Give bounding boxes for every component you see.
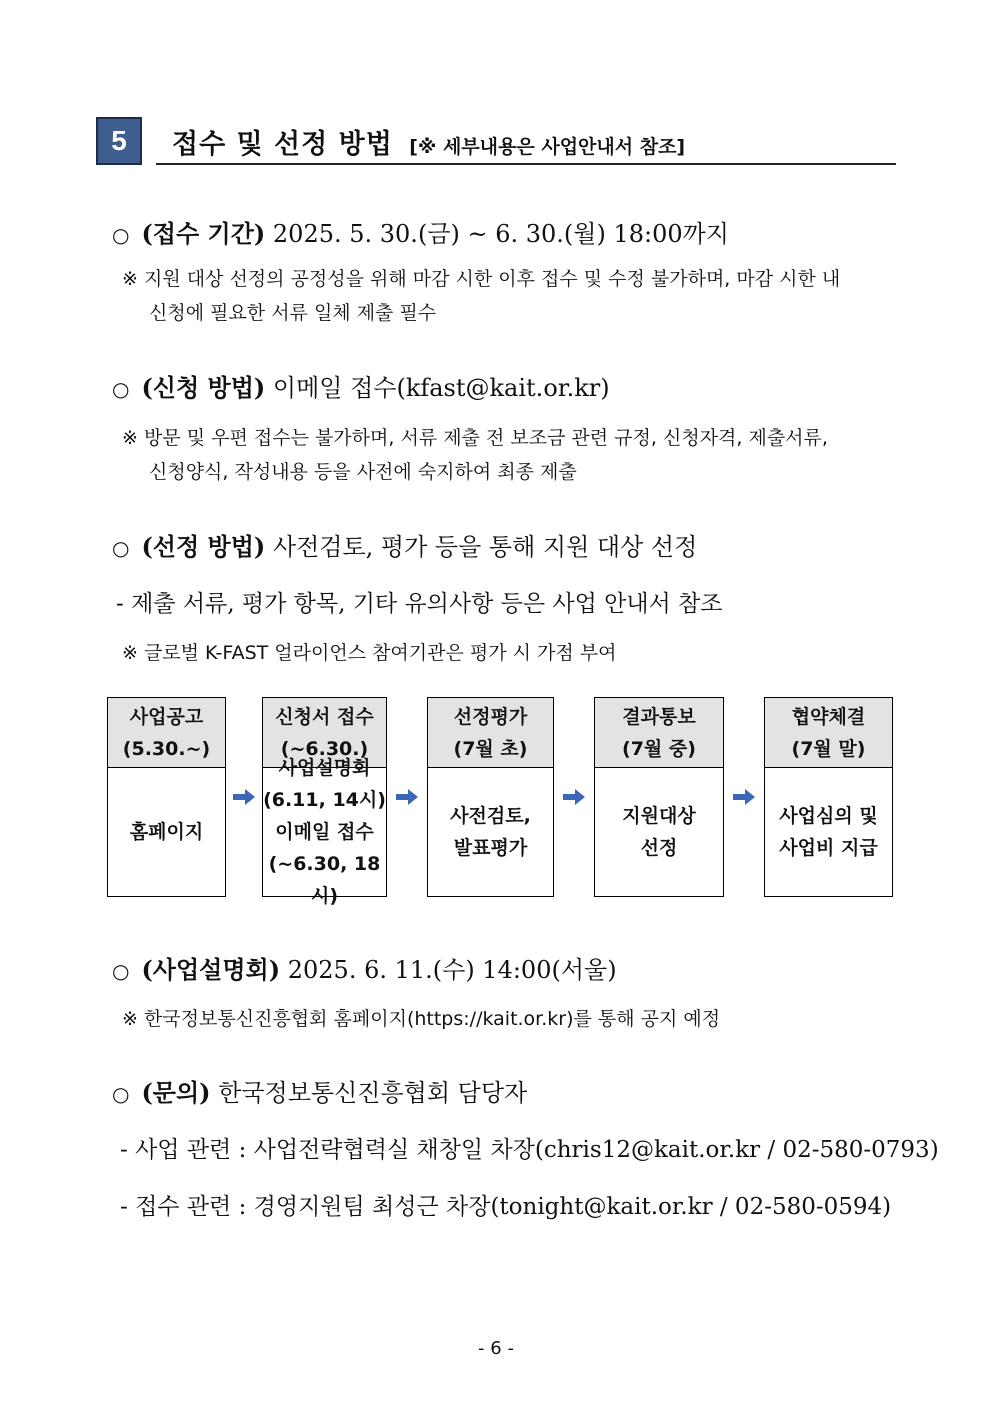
bullet-circle-icon: ○: [112, 223, 130, 247]
flow-step-body-line: 사업심의 및: [779, 805, 878, 827]
section-title-note: [※ 세부내용은 사업안내서 참조]: [409, 136, 686, 158]
flow-step-title: 사업공고: [129, 705, 204, 728]
flow-step-body-line: (~6.30, 18시): [268, 853, 381, 907]
briefing-text: 2025. 6. 11.(수) 14:00(서울): [287, 956, 617, 984]
flow-step-header: [765, 698, 892, 768]
contact-text: 한국정보통신진흥협회 담당자: [218, 1079, 528, 1107]
bullet-circle-icon: ○: [112, 536, 130, 560]
flow-step-1: [107, 697, 226, 897]
bullet-circle-icon: ○: [112, 377, 130, 401]
method-text: 이메일 접수(kfast@kait.or.kr): [272, 374, 610, 402]
contact-label: (문의): [141, 1078, 211, 1107]
period-note-line2: 신청에 필요한 서류 일체 제출 필수: [149, 302, 437, 324]
period-note: [122, 262, 898, 330]
selection-text: 사전검토, 평가 등을 통해 지원 대상 선정: [272, 533, 698, 561]
flow-step-title: 결과통보: [622, 705, 696, 728]
selection-dash-line: - 제출 서류, 평가 항목, 기타 유의사항 등은 사업 안내서 참조: [116, 591, 723, 617]
flow-step-body: [595, 768, 723, 896]
flow-arrow-icon: [396, 789, 418, 805]
flow-step-body-line: 지원대상: [622, 805, 696, 827]
flow-step-body: [108, 768, 225, 896]
flow-step-header: [595, 698, 723, 768]
flow-step-body: [765, 768, 892, 896]
flow-step-2: [262, 697, 387, 907]
flow-step-date: (7월 말): [791, 737, 866, 760]
flow-step-body: [428, 768, 553, 896]
briefing-label: (사업설명회): [141, 955, 281, 984]
period-text: 2025. 5. 30.(금) ~ 6. 30.(월) 18:00까지: [272, 220, 729, 248]
briefing-note: ※ 한국정보통신진흥협회 홈페이지(https://kait.or.kr)를 통해 공지 예정: [122, 1008, 721, 1030]
section-title: [172, 122, 685, 161]
bullet-selection: [112, 527, 697, 562]
contact-business: - 사업 관련 : 사업전략협력실 채창일 차장(chris12@kait.or.kr / 02-580-0793): [120, 1137, 939, 1163]
flow-step-title: 선정평가: [453, 705, 528, 728]
contact-submission: - 접수 관련 : 경영지원팀 최성근 차장(tonight@kait.or.kr / 02-580-0594): [120, 1194, 892, 1220]
flow-arrow-icon: [563, 789, 585, 805]
flow-step-body-line: 이메일 접수: [275, 821, 374, 843]
flow-step-body-line: 홈페이지: [129, 821, 204, 843]
selection-note: ※ 글로벌 K-FAST 얼라이언스 참여기관은 평가 시 가점 부여: [122, 642, 617, 664]
flow-arrow-icon: [233, 789, 255, 805]
bullet-briefing: [112, 950, 617, 985]
section-number-badge: 5: [96, 117, 142, 165]
method-note-line1: ※ 방문 및 우편 접수는 불가하며, 서류 제출 전 보조금 관련 규정, 신청자격, 제출서류,: [122, 427, 828, 449]
section-underline: [156, 163, 896, 165]
flow-step-body-line: 선정: [640, 837, 678, 859]
bullet-method: [112, 368, 610, 403]
flow-step-body-line: 사전검토,: [450, 805, 531, 827]
page-number: - 6 -: [478, 1338, 514, 1359]
section-title-text: 접수 및 선정 방법: [172, 129, 393, 160]
flow-step-body-line: 사업비 지급: [779, 837, 878, 859]
flow-step-3: [427, 697, 554, 897]
method-label: (신청 방법): [141, 373, 266, 402]
flow-step-body-line: 발표평가: [453, 837, 528, 859]
flow-step-body-line: 사업설명회: [278, 757, 371, 779]
flow-step-date: (7월 초): [453, 737, 528, 760]
flow-step-5: [764, 697, 893, 897]
bullet-contact: [112, 1073, 527, 1108]
period-label: (접수 기간): [141, 219, 266, 248]
flow-step-4: [594, 697, 724, 897]
flow-step-header: [428, 698, 553, 768]
bullet-period: [112, 214, 729, 249]
period-note-line1: ※ 지원 대상 선정의 공정성을 위해 마감 시한 이후 접수 및 수정 불가하며, 마감 시한 내: [122, 268, 841, 290]
flow-step-body-line: (6.11, 14시): [263, 789, 386, 811]
flow-step-date: (5.30.~): [122, 737, 211, 760]
selection-label: (선정 방법): [141, 532, 266, 561]
method-note: [122, 421, 898, 489]
flow-step-date: (~6.30.): [280, 737, 369, 760]
flow-step-header: [108, 698, 225, 768]
flow-step-title: 협약체결: [791, 705, 866, 728]
flow-arrow-icon: [733, 789, 755, 805]
method-note-line2: 신청양식, 작성내용 등을 사전에 숙지하여 최종 제출: [149, 461, 577, 483]
flow-step-date: (7월 중): [622, 737, 696, 760]
bullet-circle-icon: ○: [112, 1082, 130, 1106]
bullet-circle-icon: ○: [112, 959, 130, 983]
flow-step-title: 신청서 접수: [275, 705, 374, 728]
flow-step-body: [263, 757, 386, 907]
